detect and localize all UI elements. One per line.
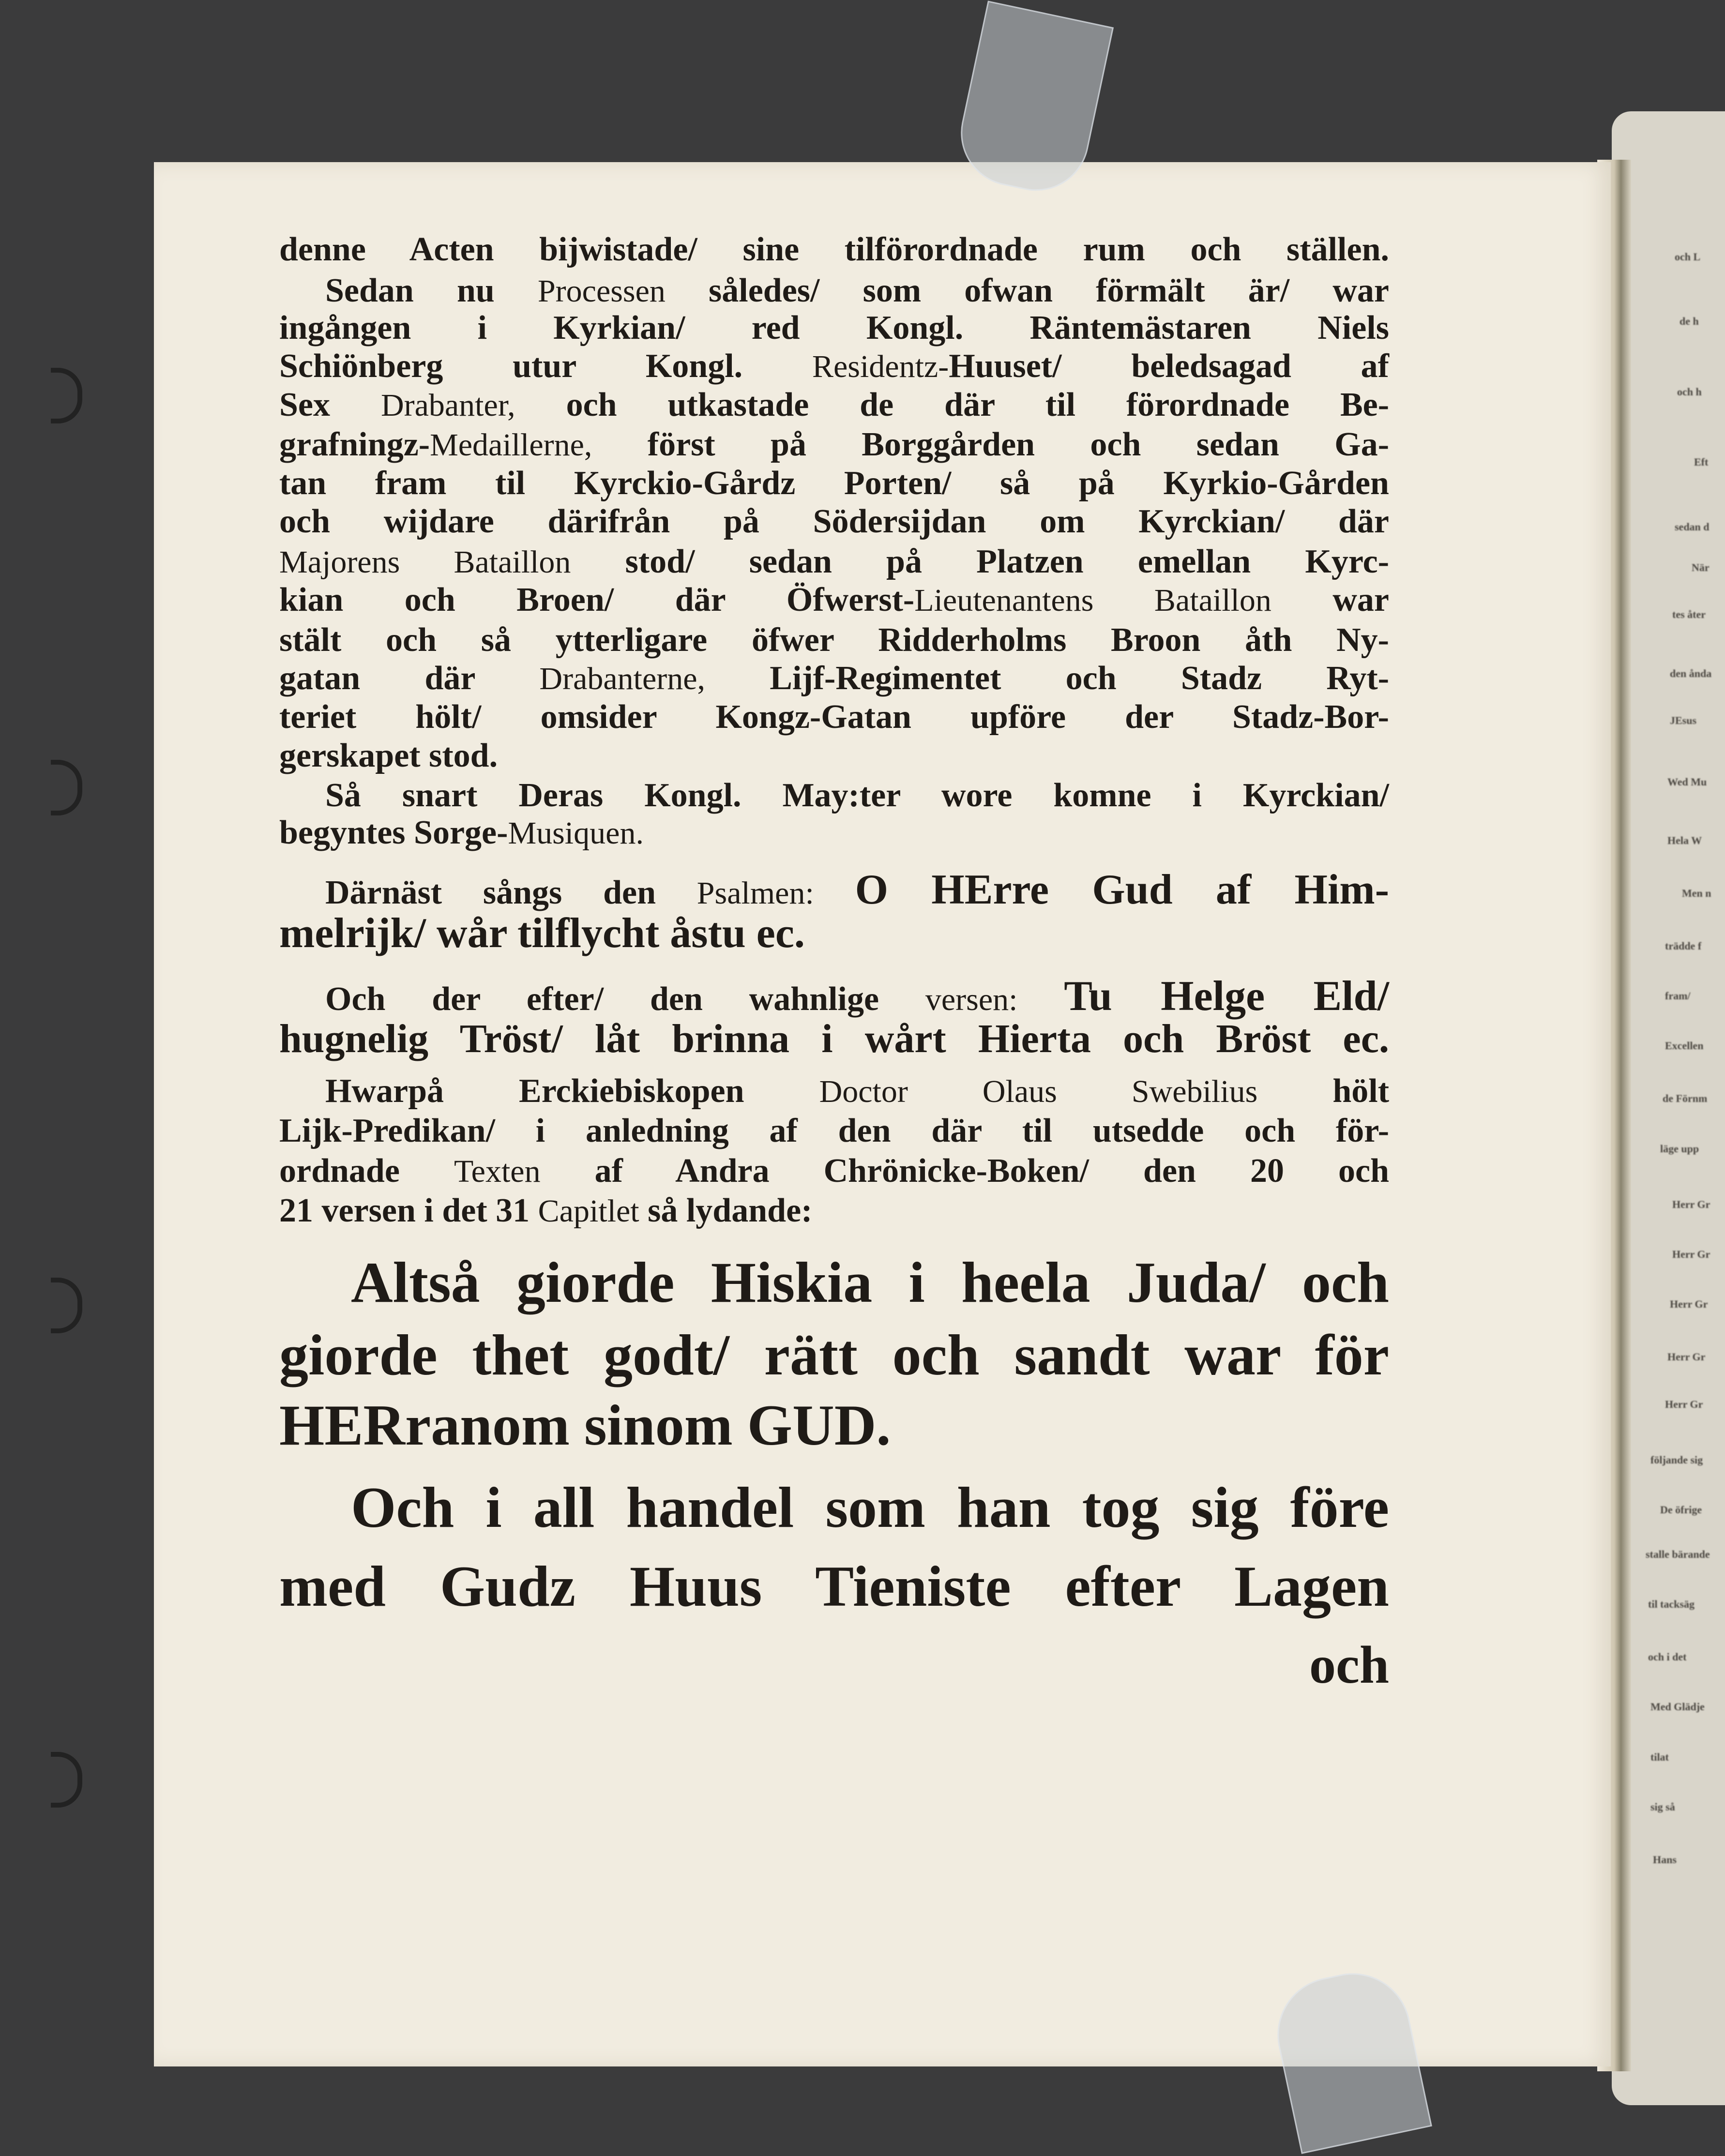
text-span: Drabanterne, <box>539 661 706 696</box>
facing-text-line: Herr Gr <box>1672 1198 1710 1210</box>
text-span: stod/ sedan på Platzen emellan Kyrc- <box>625 543 1390 580</box>
text-line: hugnelig Tröst/ låt brinna i wårt Hierta och Bröst ec. <box>279 1016 1389 1061</box>
scripture-line: Altså giorde Hiskia i heela Juda/ och <box>351 1250 1389 1314</box>
text-span: Processen <box>537 273 666 309</box>
text-line: denne Acten bijwistade/ sine tilförordnade rum och ställen. <box>279 231 1389 268</box>
text-span: Huuset/ beledsagad af <box>949 347 1389 385</box>
facing-text-line: och i det <box>1648 1651 1687 1663</box>
text-line <box>279 1154 1389 1188</box>
facing-text-line: JEsus <box>1670 714 1697 726</box>
facing-text-line: Excellen <box>1665 1040 1704 1052</box>
text-line: gerskapet stod. <box>279 737 498 774</box>
text-span: Musiquen. <box>508 815 644 851</box>
text-span: Medaillerne, <box>430 427 592 463</box>
facing-text-line: Herr Gr <box>1665 1398 1703 1410</box>
text-span: Tu Helge Eld/ <box>1064 973 1390 1020</box>
scripture-line: med Gudz Huus Tieniste efter Lagen <box>279 1554 1389 1618</box>
facing-text-line: Hans <box>1653 1854 1677 1866</box>
text-span: Och der efter/ den wahnlige <box>325 980 879 1018</box>
binding-ring-icon <box>51 1278 82 1333</box>
text-line: teriet hölt/ omsider Kongz-Gatan upföre der Stadz-Bor- <box>279 698 1389 736</box>
facing-text-line: trädde f <box>1665 940 1702 952</box>
text-span: Texten <box>454 1154 541 1189</box>
facing-text-line: Eft <box>1694 456 1709 468</box>
text-line: Så snart Deras Kongl. May:ter wore komne i Kyrckian/ <box>325 777 1389 814</box>
text-line <box>325 866 1390 913</box>
text-span: ordnade <box>279 1152 400 1190</box>
text-span: O HErre Gud af Him- <box>855 866 1390 913</box>
text-span: Hwarpå Erckiebiskopen <box>325 1072 744 1110</box>
facing-text-line: stalle bärande <box>1646 1548 1710 1560</box>
facing-text-line: de Förnm <box>1663 1092 1708 1104</box>
text-line <box>325 274 1389 308</box>
text-line <box>325 1074 1389 1108</box>
facing-text-line: Herr Gr <box>1670 1298 1708 1310</box>
facing-text-line: Herr Gr <box>1672 1248 1710 1260</box>
facing-text-line: til tacksäg <box>1648 1598 1695 1610</box>
facing-text-line: sedan d <box>1675 521 1710 533</box>
scripture-line: Och i all handel som han tog sig före <box>351 1475 1389 1539</box>
text-span: Därnäst sångs den <box>325 874 656 911</box>
binding-ring-icon <box>51 760 82 815</box>
text-line <box>279 349 1389 383</box>
catchword: och <box>1309 1635 1389 1694</box>
text-span: Sex <box>279 386 330 423</box>
facing-text-line: Hela W <box>1667 834 1702 846</box>
text-span: Psalmen: <box>696 875 814 911</box>
scripture-line: HERranom sinom GUD. <box>279 1393 891 1457</box>
text-line <box>279 428 1389 462</box>
text-span: grafningz- <box>279 426 430 463</box>
text-span: Lieutenantens Bataillon <box>914 583 1271 618</box>
facing-text-line: och L <box>1675 251 1701 263</box>
text-span: således/ som ofwan förmält är/ war <box>709 272 1389 309</box>
facing-text-line: den ånda <box>1670 667 1712 679</box>
text-span: hölt <box>1332 1072 1390 1110</box>
text-span: Majorens Bataillon <box>279 544 571 580</box>
text-span: Sedan nu <box>325 272 495 309</box>
facing-text-line: tilat <box>1650 1751 1669 1763</box>
binding-ring-icon <box>51 368 82 423</box>
text-span: kian och Broen/ där Öfwerst- <box>279 581 915 618</box>
facing-text-line: De öfrige <box>1660 1504 1702 1516</box>
text-line: stält och så ytterligare öfwer Ridderholms Broon åth Ny- <box>279 621 1389 659</box>
binding-ring-icon <box>51 1752 82 1808</box>
text-line: ingången i Kyrkian/ red Kongl. Räntemästaren Niels <box>279 309 1389 347</box>
text-span: och utkastade de där til förordnade Be- <box>566 386 1390 423</box>
text-span: först på Borggården och sedan Ga- <box>647 426 1389 463</box>
text-span: Lijf-Regimentet och Stadz Ryt- <box>770 660 1390 697</box>
text-span: Drabanter, <box>380 388 515 423</box>
facing-text-line: Men n <box>1682 887 1711 899</box>
facing-text-line: Med Glädje <box>1650 1701 1705 1713</box>
text-span: versen: <box>925 982 1018 1017</box>
text-span: gatan där <box>279 660 475 697</box>
facing-text-line: och h <box>1677 386 1702 398</box>
text-span: Doctor Olaus Swebilius <box>819 1074 1258 1109</box>
facing-text-line: sig så <box>1650 1801 1675 1813</box>
text-span: af Andra Chrönicke-Boken/ den 20 och <box>594 1152 1390 1190</box>
facing-text-line: läge upp <box>1660 1143 1699 1155</box>
text-line <box>325 975 1389 1018</box>
text-line <box>279 583 1389 617</box>
text-line: och wijdare därifrån på Södersijdan om Kyrckian/ där <box>279 503 1389 540</box>
text-span: 21 versen i det 31 <box>279 1192 530 1229</box>
text-span: war <box>1332 581 1389 618</box>
text-line: melrijk/ wår tilflycht åstu ec. <box>279 910 805 957</box>
facing-text-line: de h <box>1680 315 1699 327</box>
text-line <box>279 1194 1389 1228</box>
text-span: Capitlet <box>538 1193 639 1229</box>
text-span: så lydande: <box>648 1192 813 1229</box>
facing-text-line: Herr Gr <box>1667 1351 1706 1363</box>
text-span: Residentz- <box>812 349 949 384</box>
text-line <box>279 388 1389 422</box>
text-line: Lijk-Predikan/ i anledning af den där til utsedde och för- <box>279 1112 1389 1149</box>
facing-text-line: följande sig <box>1650 1454 1703 1466</box>
text-span: Schiönberg utur Kongl. <box>279 347 743 385</box>
text-line <box>279 816 1389 850</box>
text-line: tan fram til Kyrckio-Gårdz Porten/ så på Kyrkio-Gården <box>279 465 1389 502</box>
facing-text-line: När <box>1692 561 1710 573</box>
facing-text-line: fram/ <box>1665 990 1691 1002</box>
text-span: begyntes Sorge- <box>279 814 508 851</box>
scripture-line: giorde thet godt/ rätt och sandt war för <box>279 1323 1389 1387</box>
facing-text-line: tes åter <box>1672 608 1706 620</box>
facing-text-line: Wed Mu <box>1667 776 1707 788</box>
text-line <box>279 662 1389 695</box>
text-line <box>279 545 1389 579</box>
